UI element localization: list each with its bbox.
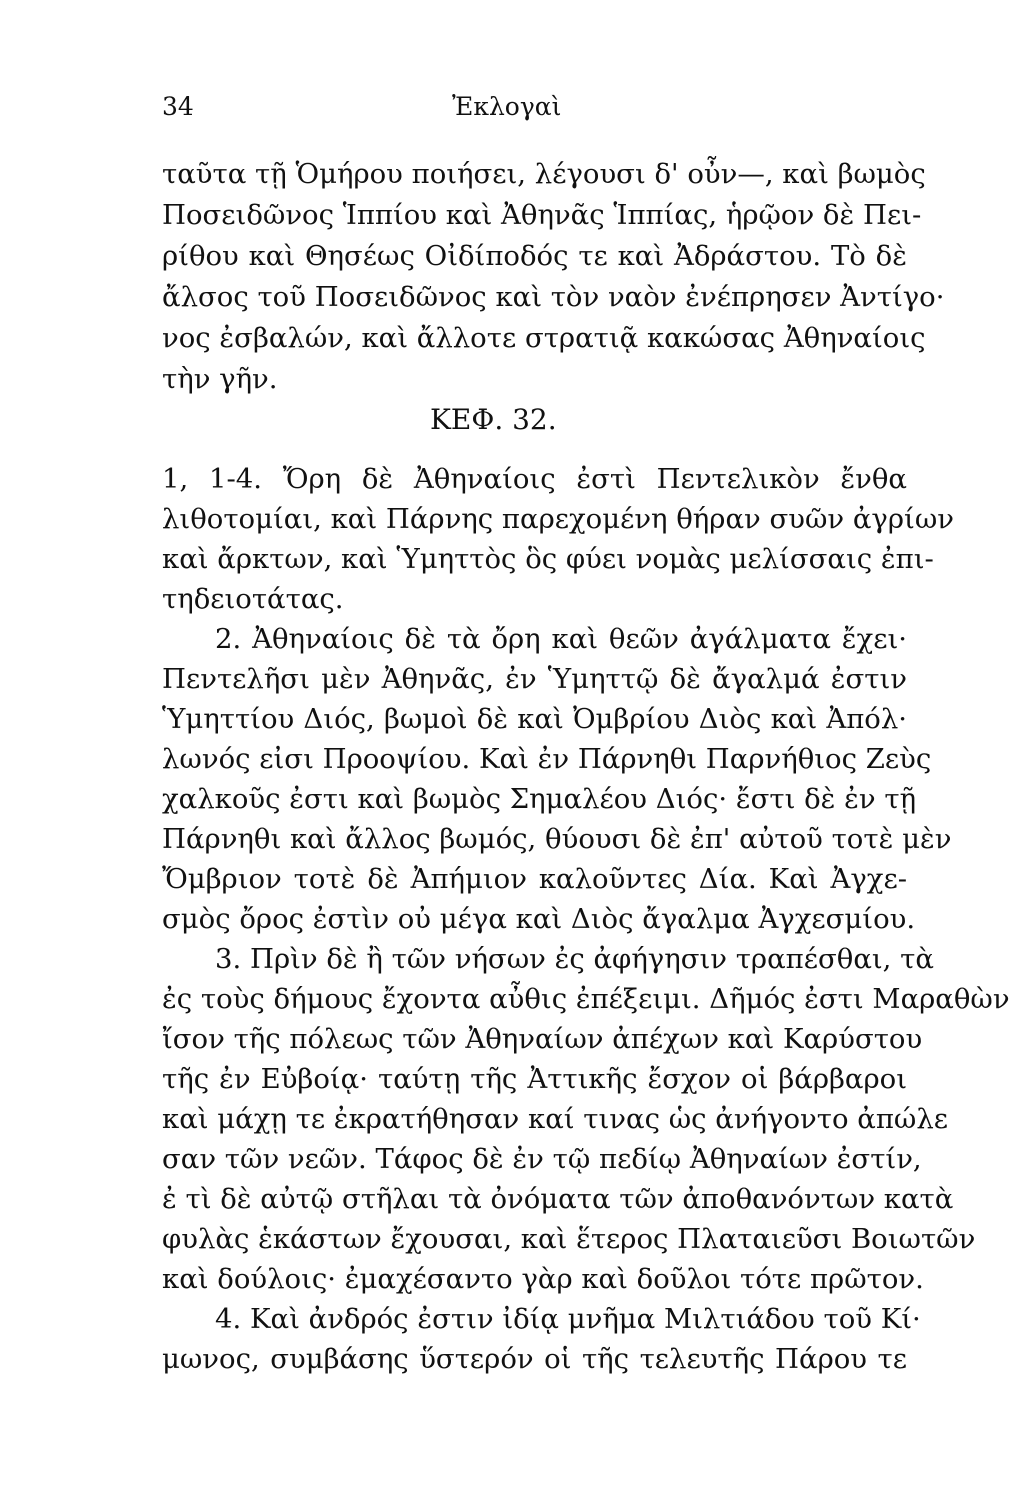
text-line: Ποσειδῶνος Ἱππίου καὶ Ἀθηνᾶς Ἱππίας, ἡρῷον δὲ Πει- bbox=[162, 199, 922, 231]
text-line: Πεντελῆσι μὲν Ἀθηνᾶς, ἐν Ὑμηττῷ δὲ ἄγαλμά ἐστιν bbox=[162, 663, 907, 695]
running-title: Ἐκλογαὶ bbox=[452, 92, 562, 121]
text-line: χαλκοῦς ἐστι καὶ βωμὸς Σημαλέου Διός· ἔστι δὲ ἐν τῇ bbox=[162, 783, 917, 815]
text-line: ἴσον τῆς πόλεως τῶν Ἀθηναίων ἀπέχων καὶ Καρύστου bbox=[162, 1023, 923, 1055]
text-line: τηδειοτάτας. bbox=[162, 583, 344, 615]
text-line: σμὸς ὄρος ἐστὶν οὐ μέγα καὶ Διὸς ἄγαλμα Ἀγχεσμίου. bbox=[162, 903, 916, 935]
chapter-heading: ΚΕΦ. 32. bbox=[430, 403, 557, 436]
text-line: λιθοτομίαι, καὶ Πάρνης παρεχομένη θήραν συῶν ἀγρίων bbox=[162, 503, 954, 535]
text-line: 4. Καὶ ἀνδρός ἐστιν ἰδίᾳ μνῆμα Μιλτιάδου τοῦ Κί· bbox=[215, 1303, 921, 1335]
page-number: 34 bbox=[162, 92, 194, 121]
text-line: φυλὰς ἑκάστων ἔχουσαι, καὶ ἕτερος Πλαταιεῦσι Βοιωτῶν bbox=[162, 1223, 976, 1255]
text-line: λωνός εἰσι Προοψίου. Καὶ ἐν Πάρνηθι Παρνήθιος Ζεὺς bbox=[162, 743, 932, 775]
text-line: ρίθου καὶ Θησέως Οἰδίποδός τε καὶ Ἀδράστου. Τὸ δὲ bbox=[162, 240, 907, 272]
text-line: 1, 1-4. Ὄρη δὲ Ἀθηναίοις ἐστὶ Πεντελικὸν ἔνθα bbox=[162, 463, 907, 495]
text-line: ἐ τὶ δὲ αὐτῷ στῆλαι τὰ ὀνόματα τῶν ἀποθανόντων κατὰ bbox=[162, 1183, 954, 1215]
text-line: καὶ ἄρκτων, καὶ Ὑμηττὸς ὃς φύει νομὰς μελίσσαις ἐπι- bbox=[162, 543, 934, 575]
text-line: 2. Ἀθηναίοις δὲ τὰ ὄρη καὶ θεῶν ἀγάλματα ἔχει· bbox=[215, 623, 907, 655]
text-line: Ὑμηττίου Διός, βωμοὶ δὲ καὶ Ὀμβρίου Διὸς καὶ Ἀπόλ· bbox=[162, 703, 907, 735]
text-line: μωνος, συμβάσης ὕστερόν οἱ τῆς τελευτῆς Πάρου τε bbox=[162, 1343, 907, 1375]
text-line: ἐς τοὺς δήμους ἔχοντα αὖθις ἐπέξειμι. Δῆμός ἐστι Μαραθὼν bbox=[162, 983, 1010, 1015]
text-line: καὶ μάχῃ τε ἐκρατήθησαν καί τινας ὡς ἀνήγοντο ἀπώλε bbox=[162, 1103, 949, 1135]
text-line: καὶ δούλοις· ἐμαχέσαντο γὰρ καὶ δοῦλοι τότε πρῶτον. bbox=[162, 1263, 924, 1295]
text-line: ἄλσος τοῦ Ποσειδῶνος καὶ τὸν ναὸν ἐνέπρησεν Ἀντίγο· bbox=[162, 281, 945, 313]
text-line: Ὄμβριον τοτὲ δὲ Ἀπήμιον καλοῦντες Δία. Καὶ Ἀγχε- bbox=[162, 863, 907, 895]
text-line: σαν τῶν νεῶν. Τάφος δὲ ἐν τῷ πεδίῳ Ἀθηναίων ἐστίν, bbox=[162, 1143, 922, 1175]
text-line: Πάρνηθι καὶ ἄλλος βωμός, θύουσι δὲ ἐπ' αὐτοῦ τοτὲ μὲν bbox=[162, 823, 952, 855]
text-line: τῆς ἐν Εὐβοίᾳ· ταύτῃ τῆς Ἀττικῆς ἔσχον οἱ βάρβαροι bbox=[162, 1063, 907, 1095]
text-line: ταῦτα τῇ Ὁμήρου ποιήσει, λέγουσι δ' οὖν—, καὶ βωμὸς bbox=[162, 158, 926, 190]
text-line: νος ἐσβαλών, καὶ ἄλλοτε στρατιᾷ κακώσας Ἀθηναίοις bbox=[162, 322, 926, 354]
running-head bbox=[162, 92, 902, 126]
text-line: 3. Πρὶν δὲ ἢ τῶν νήσων ἐς ἀφήγησιν τραπέσθαι, τὰ bbox=[215, 943, 934, 975]
text-line: τὴν γῆν. bbox=[162, 363, 278, 395]
